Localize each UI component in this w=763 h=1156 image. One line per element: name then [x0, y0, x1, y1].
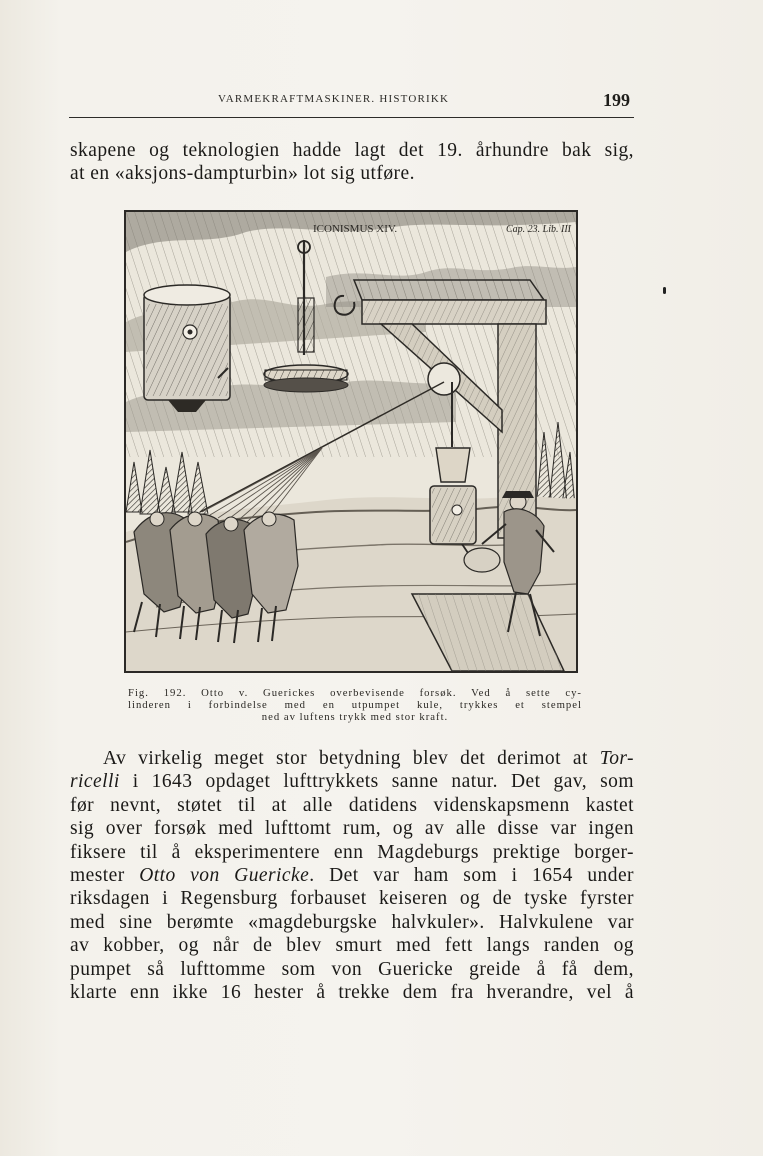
paragraph-main-line-4: sig over forsøk med lufttomt rum, og av alle disse var ingen	[70, 818, 634, 840]
header-rule	[69, 117, 634, 118]
paragraph-main-line-6-text-end: . Det var ham som i 1654 under	[309, 865, 634, 887]
plate-heading: ICONISMUS XIV.	[313, 223, 398, 235]
paragraph-main-line-2	[70, 770, 634, 793]
paragraph-top	[70, 139, 634, 186]
caption-line-1: Fig. 192. Otto v. Guerickes overbevisende forsøk. Ved å sette cy-	[128, 687, 582, 699]
margin-ink-mark	[663, 287, 666, 294]
paragraph-main-line-11: klarte enn ikke 16 hester å trekke dem fra hverandre, vel å	[70, 982, 634, 1004]
engraving-figure	[124, 210, 578, 673]
paragraph-main-line-1	[70, 747, 634, 770]
page-number: 199	[603, 90, 630, 110]
paragraph-main-line-1-text: Av virkelig meget stor betydning blev det derimot at	[103, 748, 600, 769]
paragraph-top-line-2: at en «aksjons-dampturbin» lot sig utføre.	[70, 163, 415, 185]
figure-caption	[128, 687, 582, 724]
paragraph-main-line-2-italic: ricelli	[70, 771, 120, 793]
paragraph-main-line-9: av kobber, og når de blev smurt med fett langs randen og	[70, 935, 634, 957]
paragraph-main-line-10: pumpet så lufttomme som von Guericke greide å få dem,	[70, 958, 634, 980]
paragraph-top-line-1: skapene og teknologien hadde lagt det 19. århundre bak sig,	[70, 140, 634, 161]
paragraph-main-line-3: før nevnt, støtet til at alle datidens videnskapsmenn kastet	[70, 794, 634, 816]
paragraph-main-line-6	[70, 864, 634, 887]
suspended-cylinder	[144, 285, 230, 412]
paragraph-main-line-6-italic: Otto von Guericke	[139, 865, 310, 887]
engraving-illustration	[126, 212, 576, 671]
paragraph-main-line-8: med sine berømte «magdeburgske halvkuler». Halvkulene var	[70, 911, 634, 933]
paragraph-main	[70, 747, 634, 1004]
running-head: VARMEKRAFTMASKINER. HISTORIKK	[218, 93, 450, 105]
paragraph-main-line-6-text-start: mester	[70, 865, 140, 887]
plate-reference: Cap. 23. Lib. III	[506, 224, 571, 235]
paragraph-main-line-5: fiksere til å eksperimentere enn Magdeburgs prektige borger-	[70, 841, 634, 863]
caption-line-2: linderen i forbindelse med en utpumpet kule, trykkes et stempel	[128, 699, 582, 712]
paragraph-main-line-1-italic: Tor-	[599, 748, 634, 769]
paragraph-main-line-2-text: i 1643 opdaget lufttrykkets sanne natur. Det gav, som	[119, 771, 634, 793]
caption-line-3: ned av luftens trykk med stor kraft.	[261, 711, 449, 724]
paragraph-main-line-7: riksdagen i Regensburg forbauset keiseren og de tyske fyrster	[70, 888, 634, 910]
